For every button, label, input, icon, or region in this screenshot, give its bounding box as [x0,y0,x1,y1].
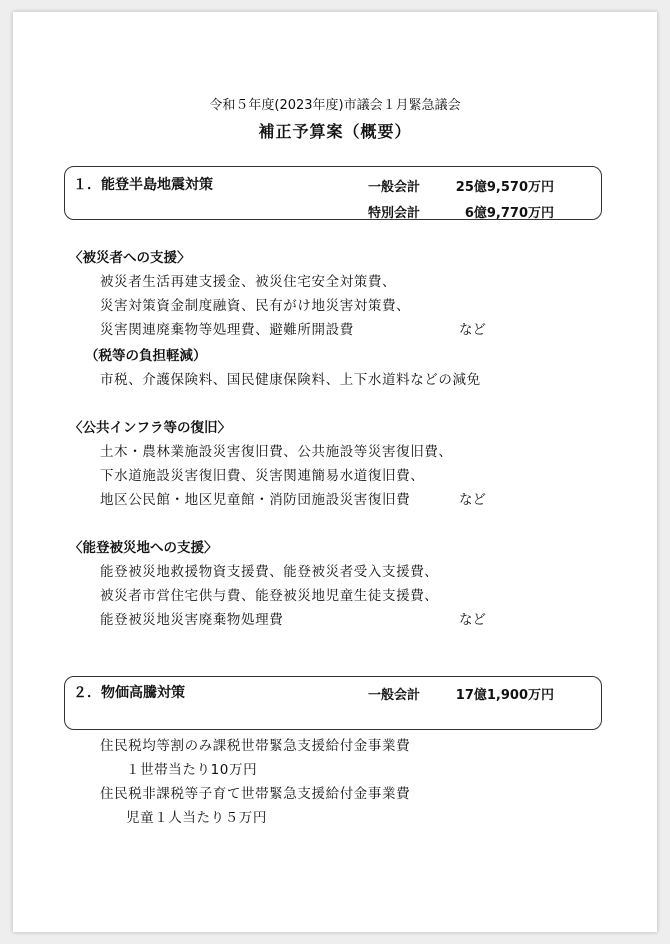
section2-line: 住民税非課税等子育て世帯緊急支援給付金事業費 [100,786,411,802]
section1-account-amount-general: 25億9,570万円 [455,180,554,195]
section2-line: １世帯当たり10万円 [126,762,258,778]
section1-account-label-special: 特別会計 [368,206,421,221]
section2-line: 児童１人当たり５万円 [126,810,267,826]
document-subtitle: 令和５年度(2023年度)市議会１月緊急議会 [209,98,461,113]
group-line: 市税、介護保険料、国民健康保険料、上下水道料などの減免 [100,372,481,388]
document-title: 補正予算案（概要） [258,122,412,141]
group-line: 土木・農林業施設災害復旧費、公共施設等災害復旧費、 [100,444,453,460]
section1-account-amount-special: 6億9,770万円 [464,206,554,221]
group-etc-label: など [459,322,486,338]
group-heading-victim-support: 〈被災者への支援〉 [69,250,191,266]
group-line: 能登被災地災害廃棄物処理費 [100,612,284,628]
group-heading-infrastructure: 〈公共インフラ等の復旧〉 [69,420,231,436]
section1-account-label-general: 一般会計 [368,180,421,195]
group-line: 下水道施設災害復旧費、災害関連簡易水道復旧費、 [100,468,425,484]
group-line: 災害関連廃棄物等処理費、避難所開設費 [100,322,354,338]
document-page [13,12,657,932]
section1-title: １．能登半島地震対策 [73,177,213,193]
section2-account-amount-general: 17億1,900万円 [455,688,554,703]
group-heading-noto-support: 〈能登被災地への支援〉 [69,540,218,556]
group-line: 災害対策資金制度融資、民有がけ地災害対策費、 [100,298,411,314]
group-heading-tax-relief: （税等の負担軽減） [85,348,207,364]
group-line: 被災者生活再建支援金、被災住宅安全対策費、 [100,274,397,290]
group-line: 地区公民館・地区児童館・消防団施設災害復旧費 [100,492,411,508]
group-etc-label: など [459,612,486,628]
group-etc-label: など [459,492,486,508]
section2-line: 住民税均等割のみ課税世帯緊急支援給付金事業費 [100,738,411,754]
group-line: 被災者市営住宅供与費、能登被災地児童生徒支援費、 [100,588,439,604]
group-line: 能登被災地救援物資支援費、能登被災者受入支援費、 [100,564,439,580]
section2-account-label-general: 一般会計 [368,688,421,703]
section2-title: ２．物価高騰対策 [73,685,185,701]
